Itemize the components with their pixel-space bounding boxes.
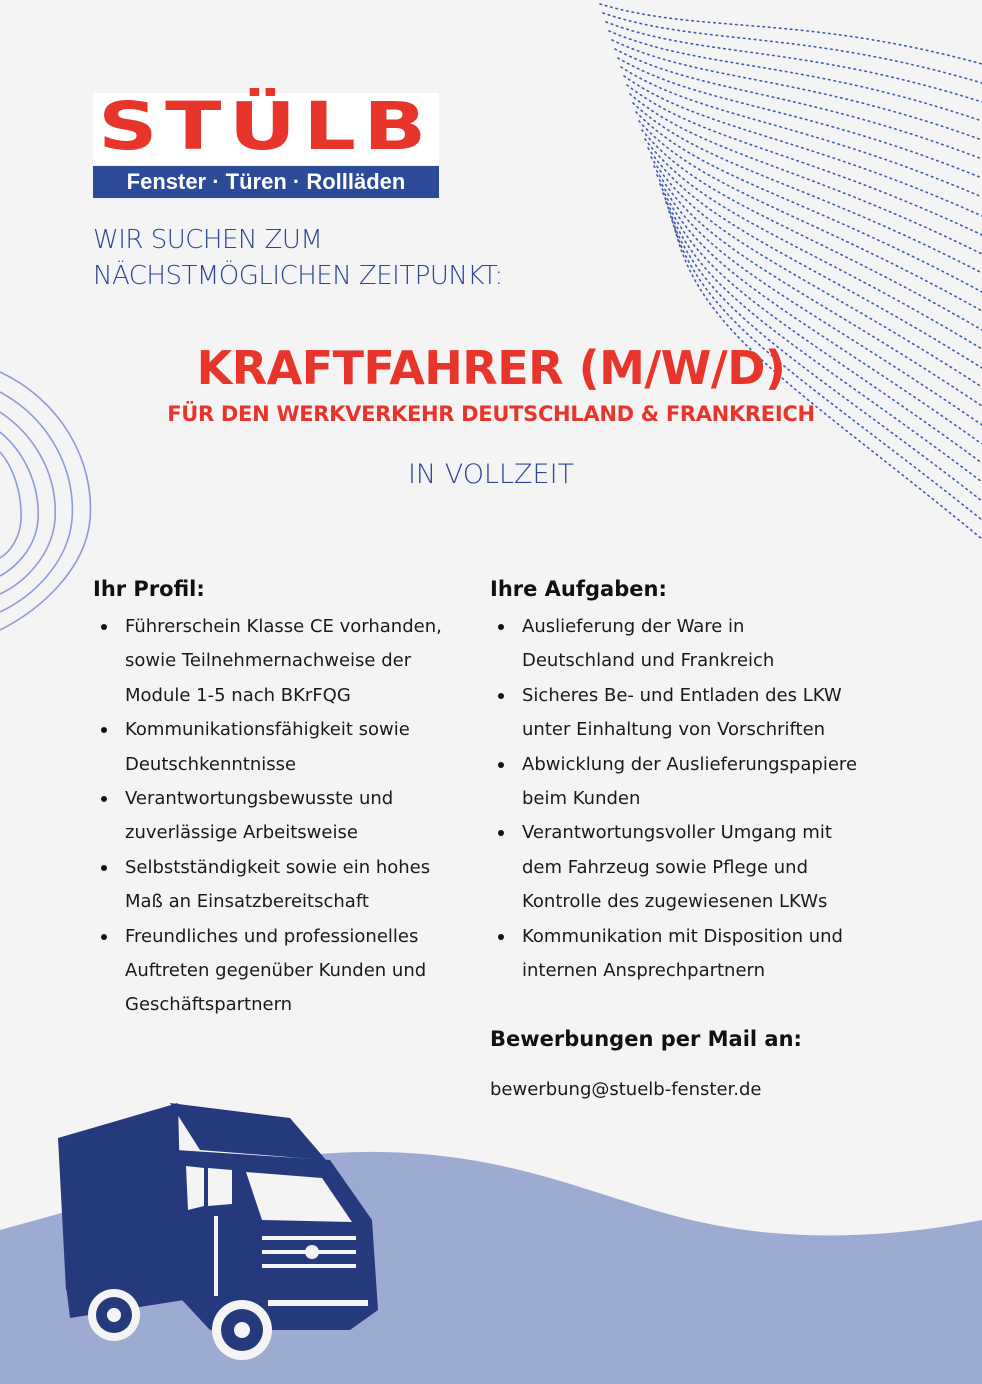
job-title: KRAFTFAHRER (M/W/D) (196, 341, 786, 395)
job-subtitle: FÜR DEN WERKVERKEHR DEUTSCHLAND & FRANKREICH (167, 402, 815, 426)
task-item-line: Kommunikation mit Disposition und (522, 925, 843, 947)
task-item-line: Deutschland und Frankreich (522, 650, 775, 672)
bullet-icon (498, 624, 504, 630)
tasks-list (490, 610, 900, 988)
profile-item-line: Führerschein Klasse CE vorhanden, (125, 616, 442, 637)
task-item-line: Sicheres Be- und Entladen des LKW (522, 684, 842, 706)
profile-item-line: Freundliches und professionelles (125, 925, 419, 947)
profile-item (93, 851, 473, 920)
bullet-icon (101, 624, 107, 630)
company-logo (93, 88, 439, 198)
profile-item-line: Deutschkenntnisse (125, 753, 297, 775)
dot-wave-line (648, 148, 982, 368)
bullet-icon (101, 727, 107, 733)
task-item-line: Auslieferung der Ware in (522, 616, 745, 637)
profile-heading: Ihr Profil: (93, 577, 205, 601)
bullet-icon (498, 693, 504, 699)
profile-item (93, 782, 473, 851)
dot-wave-line (624, 76, 982, 216)
profile-item-line: Maß an Einsatzbereitschaft (125, 891, 369, 913)
contact-email-link[interactable]: bewerbung@stuelb-fenster.de (490, 1079, 762, 1100)
bullet-icon (101, 865, 107, 871)
profile-item-line: Geschäftspartnern (125, 994, 293, 1016)
bullet-icon (101, 796, 107, 802)
profile-item-line: zuverlässige Arbeitsweise (125, 822, 358, 844)
dot-wave-line (627, 85, 982, 235)
tasks-heading: Ihre Aufgaben: (490, 577, 667, 601)
profile-item (93, 610, 473, 713)
profile-item-line: sowie Teilnehmernachweise der (125, 650, 412, 672)
logo-wordmark: STÜLB (98, 88, 434, 165)
dot-wave-line (600, 4, 982, 64)
logo-wordmark-area (93, 88, 439, 165)
intro-text (93, 222, 653, 294)
profile-item-line: Auftreten gegenüber Kunden und (125, 960, 427, 982)
task-item (490, 920, 900, 989)
task-item-line: internen Ansprechpartnern (522, 960, 766, 982)
task-item-line: dem Fahrzeug sowie Pflege und (522, 856, 809, 878)
intro-line-2: NÄCHSTMÖGLICHEN ZEITPUNKT: (93, 261, 503, 291)
tasks-section (490, 572, 900, 988)
profile-item-line: Kommunikationsfähigkeit sowie (125, 719, 410, 741)
profile-section (93, 572, 473, 1023)
contact-heading: Bewerbungen per Mail an: (490, 1027, 802, 1051)
bullet-icon (498, 762, 504, 768)
task-item-line: Abwicklung der Auslieferungspapiere (522, 753, 858, 775)
job-type: IN VOLLZEIT (407, 459, 575, 490)
logo-tagline-bar (93, 166, 439, 198)
dot-wave-line (606, 22, 982, 102)
task-item-line: beim Kunden (522, 788, 641, 810)
dot-wave-line (645, 139, 982, 349)
profile-list (93, 610, 473, 1023)
task-item-line: Verantwortungsvoller Umgang mit (522, 822, 832, 844)
bullet-icon (101, 934, 107, 940)
bullet-icon (498, 830, 504, 836)
profile-item (93, 920, 473, 1023)
dot-wave-line (639, 121, 982, 311)
dot-wave-line (630, 94, 982, 254)
profile-item-line: Selbstständigkeit sowie ein hohes (125, 856, 431, 878)
profile-item (93, 713, 473, 782)
task-item (490, 610, 900, 679)
task-item (490, 816, 900, 919)
dot-wave-line (618, 58, 982, 178)
profile-item-line: Module 1-5 nach BKrFQG (125, 684, 351, 706)
profile-item-line: Verantwortungsbewusste und (125, 788, 394, 810)
dot-wave-line (612, 40, 982, 140)
dot-wave-line (615, 49, 982, 159)
dot-wave-line (609, 31, 982, 121)
task-item-line: Kontrolle des zugewiesenen LKWs (522, 891, 828, 913)
task-item (490, 748, 900, 817)
bullet-icon (498, 934, 504, 940)
intro-line-1: WIR SUCHEN ZUM (93, 225, 323, 255)
task-item-line: unter Einhaltung von Vorschriften (522, 719, 826, 741)
logo-tagline: Fenster · Türen · Rollläden (126, 169, 406, 194)
task-item (490, 679, 900, 748)
dot-wave-line (621, 67, 982, 197)
